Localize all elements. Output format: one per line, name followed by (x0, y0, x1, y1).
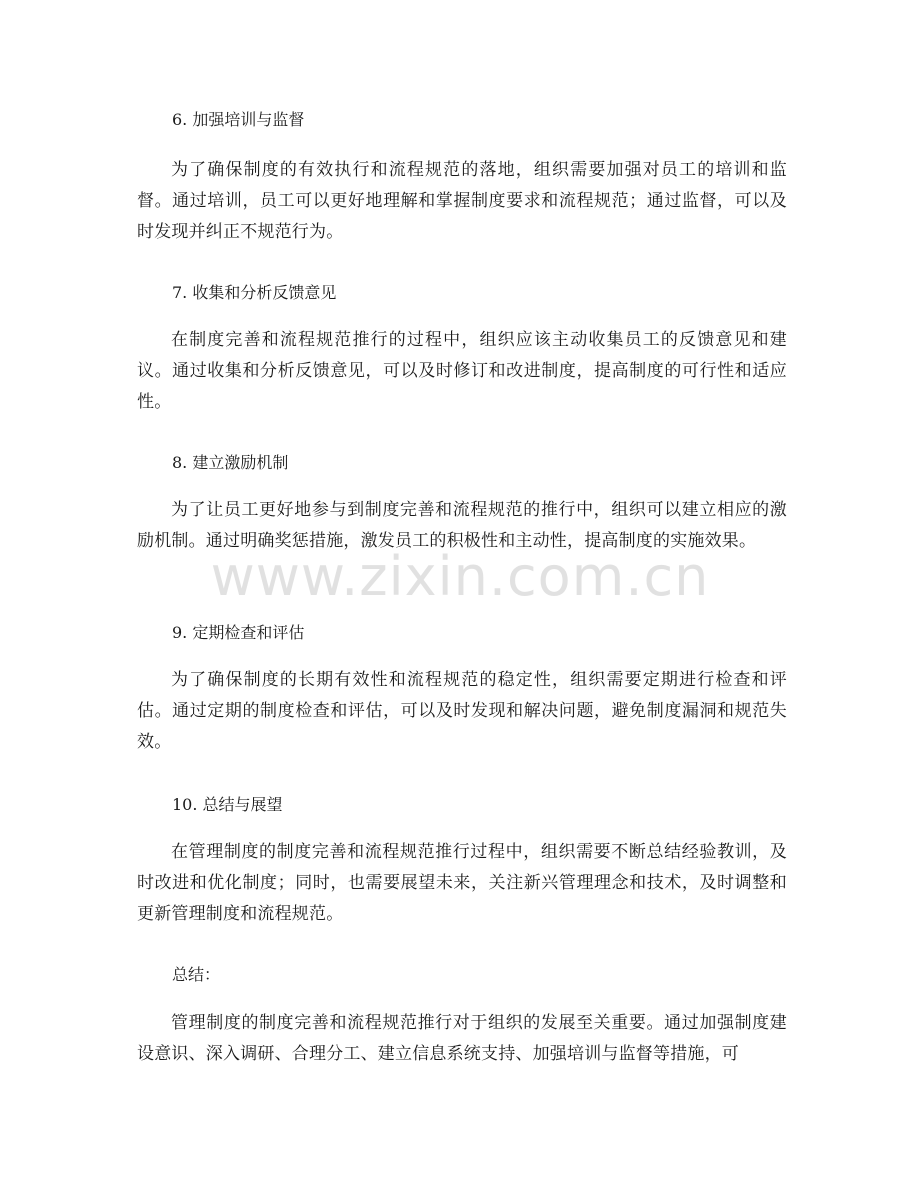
section-paragraph-10: 在管理制度的制度完善和流程规范推行过程中，组织需要不断总结经验教训，及时改进和优化制度；同时，也需要展望未来，关注新兴管理理念和技术，及时调整和更新管理制度和流程规范。 (137, 842, 787, 924)
summary-heading: 总结： (172, 965, 221, 984)
summary-paragraph: 管理制度的制度完善和流程规范推行对于组织的发展至关重要。通过加强制度建设意识、深入调研、合理分工、建立信息系统支持、加强培训与监督等措施，可 (137, 1013, 787, 1064)
section-heading-9: 9. 定期检查和评估 (172, 623, 305, 642)
watermark: www.zixin.com.cn (210, 545, 710, 608)
section-paragraph-6: 为了确保制度的有效执行和流程规范的落地，组织需要加强对员工的培训和监督。通过培训，员工可以更好地理解和掌握制度要求和流程规范；通过监督，可以及时发现并纠正不规范行为。 (137, 160, 787, 242)
section-paragraph-7: 在制度完善和流程规范推行的过程中，组织应该主动收集员工的反馈意见和建议。通过收集和分析反馈意见，可以及时修订和改进制度，提高制度的可行性和适应性。 (137, 330, 787, 412)
section-heading-8: 8. 建立激励机制 (172, 453, 289, 472)
section-paragraph-8: 为了让员工更好地参与到制度完善和流程规范的推行中，组织可以建立相应的激励机制。通过明确奖惩措施，激发员工的积极性和主动性，提高制度的实施效果。 (137, 500, 787, 551)
section-paragraph-9: 为了确保制度的长期有效性和流程规范的稳定性，组织需要定期进行检查和评估。通过定期的制度检查和评估，可以及时发现和解决问题，避免制度漏洞和规范失效。 (137, 670, 787, 752)
section-heading-7: 7. 收集和分析反馈意见 (172, 283, 337, 302)
section-heading-10: 10. 总结与展望 (172, 795, 283, 814)
section-heading-6: 6. 加强培训与监督 (172, 110, 305, 129)
